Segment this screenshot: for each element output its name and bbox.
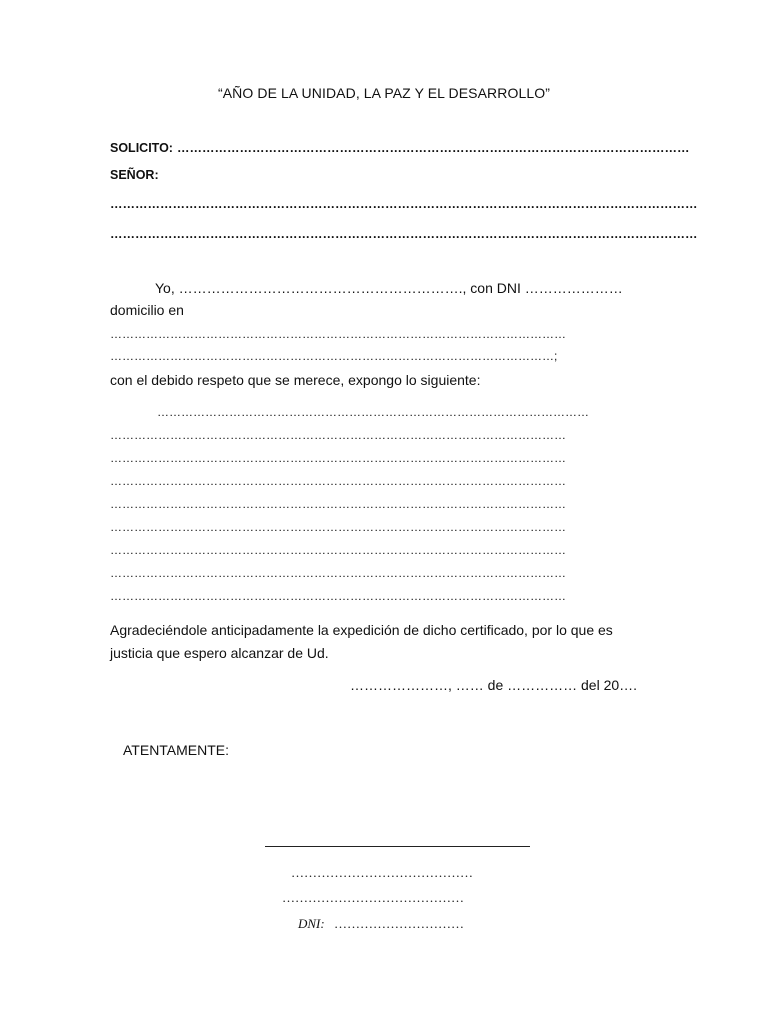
document-title: “AÑO DE LA UNIDAD, LA PAZ Y EL DESARROLLO” (217, 85, 550, 101)
expose-line: …………………………………………………………………………………………………… (110, 474, 566, 488)
addressee-line-1: …………………………………………………………………………………………………………………………… (110, 197, 698, 211)
solicito-label: SOLICITO: (110, 141, 173, 155)
closing-line-2: justicia que espero alcanzar de Ud. (110, 645, 329, 661)
domicilio-label: domicilio en (110, 302, 184, 318)
domicilio-line-2: …………………………………………………………………………………………………; (110, 349, 558, 363)
sign-off: ATENTAMENTE: (123, 742, 230, 758)
respect-line: con el debido respeto que se merece, expongo lo siguiente: (110, 372, 481, 388)
intro-line: Yo, ……………………………………………………., con DNI ………………… (155, 280, 623, 296)
expose-line: …………………………………………………………………………………………………… (110, 428, 566, 442)
solicito-dots: …………………………………………………………………………………………………………… (177, 141, 690, 155)
signer-name-dots: …………………………………… (291, 865, 473, 880)
domicilio-line-1: …………………………………………………………………………………………………… (110, 327, 566, 341)
dni-dots: ………………………… (334, 916, 464, 931)
senor-label: SEÑOR: (110, 168, 159, 182)
dni-label: DNI: (298, 916, 325, 931)
addressee-line-2: …………………………………………………………………………………………………………………………… (110, 227, 698, 241)
expose-line: …………………………………………………………………………………………………… (110, 589, 566, 603)
expose-line: …………………………………………………………………………………………………… (110, 451, 566, 465)
expose-line: ……………………………………………………………………………………………… (157, 405, 589, 419)
expose-line: …………………………………………………………………………………………………… (110, 497, 566, 511)
expose-line: …………………………………………………………………………………………………… (110, 520, 566, 534)
expose-line: …………………………………………………………………………………………………… (110, 543, 566, 557)
closing-line-1: Agradeciéndole anticipadamente la expedición de dicho certificado, por lo que es (110, 622, 613, 638)
signature-line (265, 846, 530, 847)
expose-line: …………………………………………………………………………………………………… (110, 566, 566, 580)
date-line: …………………, …… de …………… del 20…. (350, 677, 638, 693)
signer-second-dots: …………………………………… (282, 890, 464, 905)
